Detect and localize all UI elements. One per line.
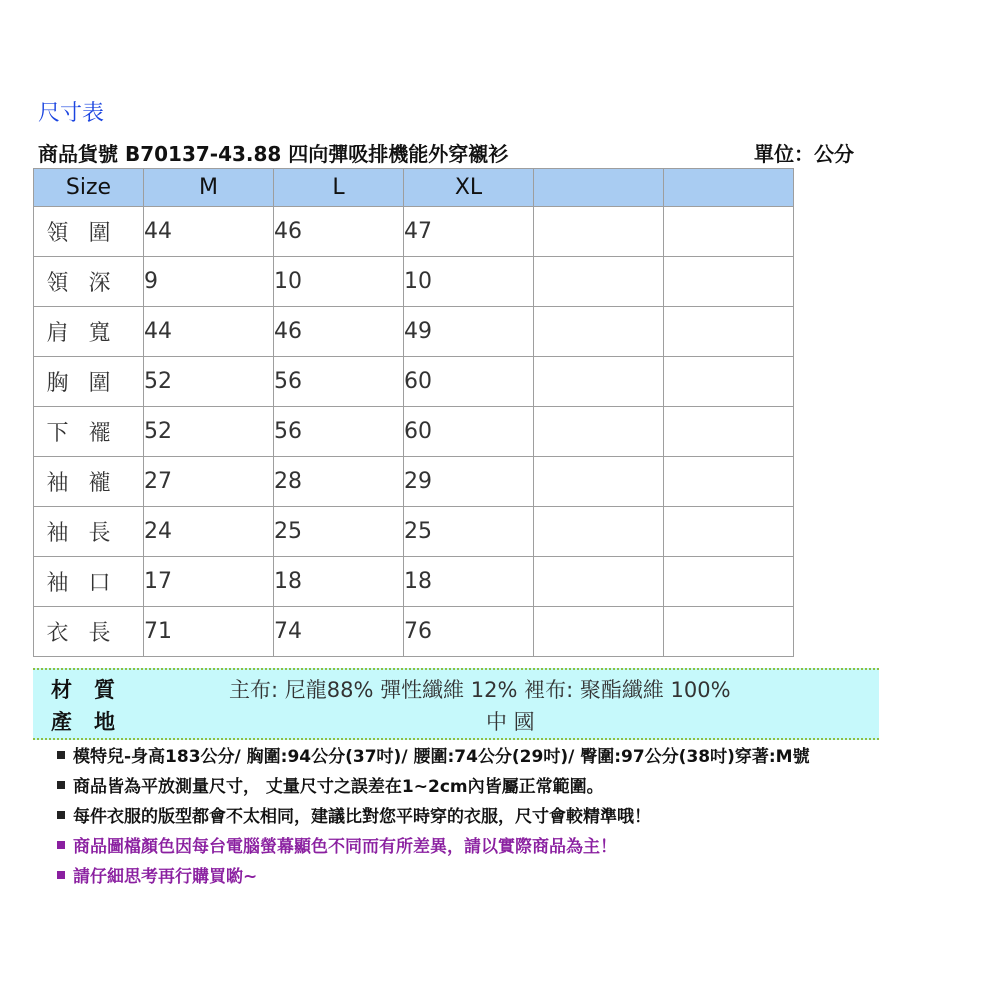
table-cell [664,457,794,507]
note-item [57,832,810,862]
table-cell: 9 [144,257,274,307]
table-cell [534,257,664,307]
table-cell [534,607,664,657]
material-box [33,668,879,740]
size-table [33,168,794,657]
table-row [34,307,794,357]
table-row [34,257,794,307]
page-title: 尺寸表 [38,101,105,126]
table-cell: 18 [274,557,404,607]
header-m: M [144,169,274,207]
note-text: 請仔細思考再行購買喲~ [73,867,258,887]
table-cell [534,557,664,607]
product-line: 商品貨號 B70137-43.88 四向彈吸排機能外穿襯衫 [38,142,509,166]
bullet-icon [57,811,65,819]
table-cell [534,457,664,507]
table-cell [534,307,664,357]
row-label: 領圍 [34,207,144,257]
row-label: 袖長 [34,507,144,557]
table-cell: 71 [144,607,274,657]
table-cell [664,307,794,357]
table-row [34,557,794,607]
table-cell [664,507,794,557]
table-cell: 28 [274,457,404,507]
bullet-icon [57,841,65,849]
note-item [57,862,810,892]
row-label: 衣長 [34,607,144,657]
origin-label: 產地 [51,710,137,734]
header-l: L [274,169,404,207]
size-header-row [34,169,794,207]
header-empty-2 [664,169,794,207]
table-cell: 10 [404,257,534,307]
origin-row [33,706,879,738]
table-cell: 74 [274,607,404,657]
table-cell: 46 [274,207,404,257]
note-text: 模特兒-身高183公分/ 胸圍:94公分(37吋)/ 腰圍:74公分(29吋)/ 臀圍:97公分(38吋)穿著:M號 [73,747,810,767]
table-cell: 25 [404,507,534,557]
table-cell: 46 [274,307,404,357]
header-size: Size [34,169,144,207]
table-cell: 10 [274,257,404,307]
table-cell [664,207,794,257]
bullet-icon [57,781,65,789]
header-xl: XL [404,169,534,207]
table-cell: 18 [404,557,534,607]
table-cell [534,357,664,407]
note-text: 商品圖檔顏色因每台電腦螢幕顯色不同而有所差異，請以實際商品為主！ [73,837,617,857]
notes-list [57,742,810,892]
table-row [34,457,794,507]
row-label: 袖襱 [34,457,144,507]
table-cell [664,557,794,607]
table-row [34,357,794,407]
material-value: 主布: 尼龍88% 彈性纖維 12% 裡布: 聚酯纖維 100% [229,678,731,702]
row-label: 下襬 [34,407,144,457]
material-row [33,674,879,706]
table-cell: 56 [274,407,404,457]
table-cell: 60 [404,407,534,457]
table-cell: 27 [144,457,274,507]
table-cell: 52 [144,407,274,457]
table-cell [664,257,794,307]
note-item [57,802,810,832]
table-row [34,607,794,657]
note-text: 每件衣服的版型都會不太相同，建議比對您平時穿的衣服，尺寸會較精準哦！ [73,807,651,827]
table-cell [664,607,794,657]
table-cell: 44 [144,307,274,357]
row-label: 胸圍 [34,357,144,407]
unit-label: 單位：公分 [754,142,854,166]
table-cell: 24 [144,507,274,557]
header-empty-1 [534,169,664,207]
table-cell [534,207,664,257]
table-cell: 17 [144,557,274,607]
origin-value: 中 國 [486,710,535,734]
table-cell: 52 [144,357,274,407]
table-cell: 56 [274,357,404,407]
bullet-icon [57,751,65,759]
bullet-icon [57,871,65,879]
table-cell: 44 [144,207,274,257]
row-label: 袖口 [34,557,144,607]
table-cell: 25 [274,507,404,557]
table-row [34,407,794,457]
table-cell: 29 [404,457,534,507]
table-row [34,507,794,557]
note-item [57,772,810,802]
row-label: 領深 [34,257,144,307]
table-cell [534,407,664,457]
note-item [57,742,810,772]
material-label: 材質 [51,678,137,702]
note-text: 商品皆為平放測量尺寸， 丈量尺寸之誤差在1~2cm內皆屬正常範圍。 [73,777,604,797]
table-cell [664,357,794,407]
table-cell: 76 [404,607,534,657]
table-cell: 47 [404,207,534,257]
table-cell: 49 [404,307,534,357]
table-cell: 60 [404,357,534,407]
table-cell [664,407,794,457]
table-row [34,207,794,257]
table-cell [534,507,664,557]
row-label: 肩寬 [34,307,144,357]
